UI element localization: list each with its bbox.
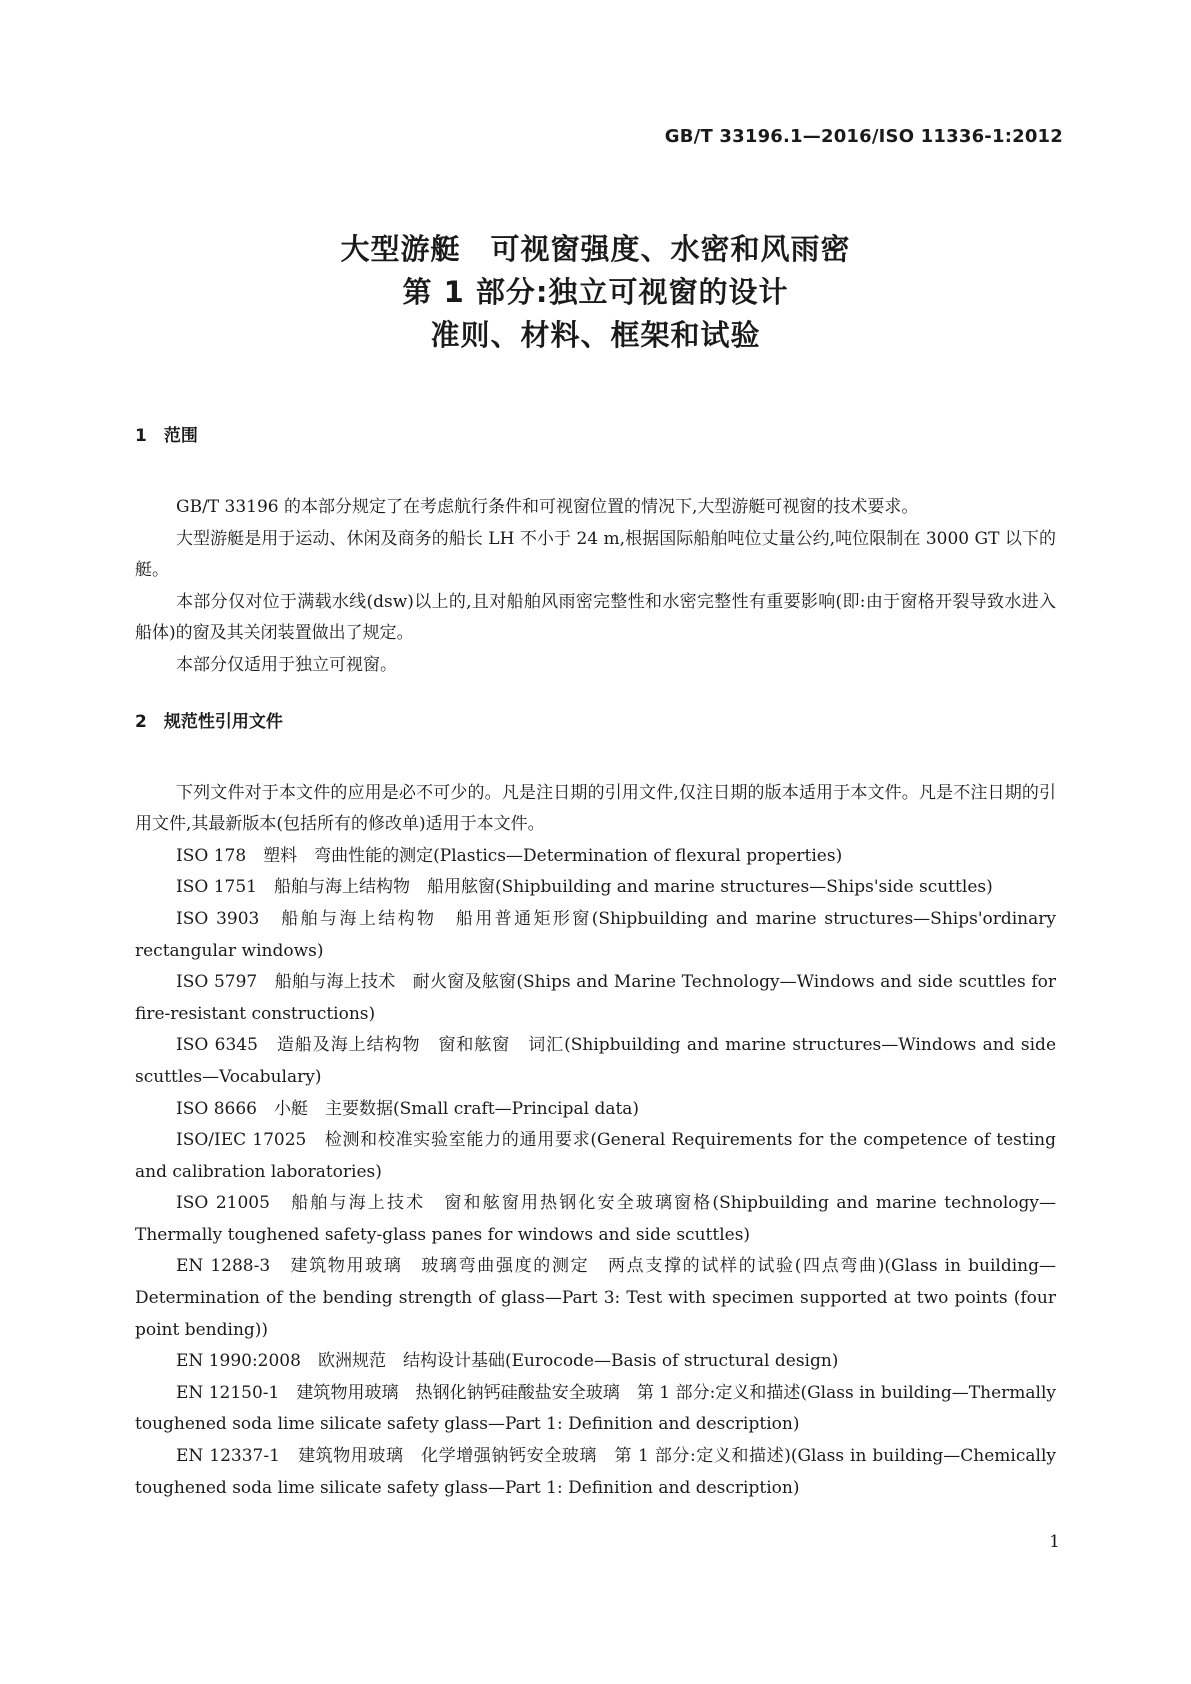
document-body (135, 420, 1056, 1504)
title-line-3: 准则、材料、框架和试验 (430, 318, 761, 352)
scope-paragraph-3: 本部分仅对位于满载水线(dsw)以上的,且对船舶风雨密完整性和水密完整性有重要影响(即:由于窗格开裂导致水进入船体)的窗及其关闭装置做出了规定。 (135, 591, 1056, 644)
scope-paragraph-4: 本部分仅适用于独立可视窗。 (176, 654, 397, 675)
reference-item: EN 12150-1 建筑物用玻璃 热钢化钠钙硅酸盐安全玻璃 第 1 部分:定义和描述(Glass in building—Thermally toughened soda lime silicate safety glass—Part 1: Definition and description) (135, 1382, 1056, 1435)
section-heading-scope: 1 范围 (135, 426, 198, 446)
reference-item: ISO 6345 造船及海上结构物 窗和舷窗 词汇(Shipbuilding and marine structures—Windows and side scuttles—Vocabulary) (135, 1035, 1056, 1087)
reference-item: ISO 178 塑料 弯曲性能的测定(Plastics—Determination of flexural properties) (176, 845, 843, 866)
title-line-1: 大型游艇 可视窗强度、水密和风雨密 (340, 232, 851, 266)
reference-item: ISO 5797 船舶与海上技术 耐火窗及舷窗(Ships and Marine Technology—Windows and side scuttles for fire-resistant constructions) (135, 972, 1056, 1024)
reference-item: EN 1990:2008 欧洲规范 结构设计基础(Eurocode—Basis of structural design) (176, 1351, 839, 1372)
title-line-2: 第 1 部分:独立可视窗的设计 (402, 275, 789, 309)
reference-item: ISO 1751 船舶与海上结构物 船用舷窗(Shipbuilding and marine structures—Ships'side scuttles) (176, 877, 993, 898)
page-number: 1 (1049, 1532, 1060, 1552)
section-heading-normative-references: 2 规范性引用文件 (135, 711, 283, 732)
scope-paragraph-2: 大型游艇是用于运动、休闲及商务的船长 LH 不小于 24 m,根据国际船舶吨位丈量公约,吨位限制在 3000 GT 以下的艇。 (135, 528, 1056, 581)
reference-item: ISO 3903 船舶与海上结构物 船用普通矩形窗(Shipbuilding and marine structures—Ships'ordinary rectangular windows) (135, 908, 1056, 961)
scope-paragraph-1: GB/T 33196 的本部分规定了在考虑航行条件和可视窗位置的情况下,大型游艇可视窗的技术要求。 (176, 497, 919, 517)
reference-item: ISO/IEC 17025 检测和校准实验室能力的通用要求(General Requirements for the competence of testing and calibration laboratories) (135, 1130, 1056, 1182)
reference-item: ISO 21005 船舶与海上技术 窗和舷窗用热钢化安全玻璃窗格(Shipbuilding and marine technology—Thermally toughened safety-glass panes for windows and side scuttles) (135, 1193, 1056, 1245)
reference-item: EN 1288-3 建筑物用玻璃 玻璃弯曲强度的测定 两点支撑的试样的试验(四点弯曲)(Glass in building—Determination of the bending strength of glass—Part 3: Test with specimen supported at two points (four point bending)) (135, 1256, 1056, 1340)
references-intro: 下列文件对于本文件的应用是必不可少的。凡是注日期的引用文件,仅注日期的版本适用于本文件。凡是不注日期的引用文件,其最新版本(包括所有的修改单)适用于本文件。 (135, 782, 1056, 835)
reference-item: EN 12337-1 建筑物用玻璃 化学增强钠钙安全玻璃 第 1 部分:定义和描述)(Glass in building—Chemically toughened soda lime silicate safety glass—Part 1: Definition and description) (135, 1446, 1056, 1498)
document-title (0, 228, 1191, 357)
reference-item: ISO 8666 小艇 主要数据(Small craft—Principal data) (176, 1098, 640, 1119)
standard-code: GB/T 33196.1—2016/ISO 11336-1:2012 (664, 126, 1063, 147)
